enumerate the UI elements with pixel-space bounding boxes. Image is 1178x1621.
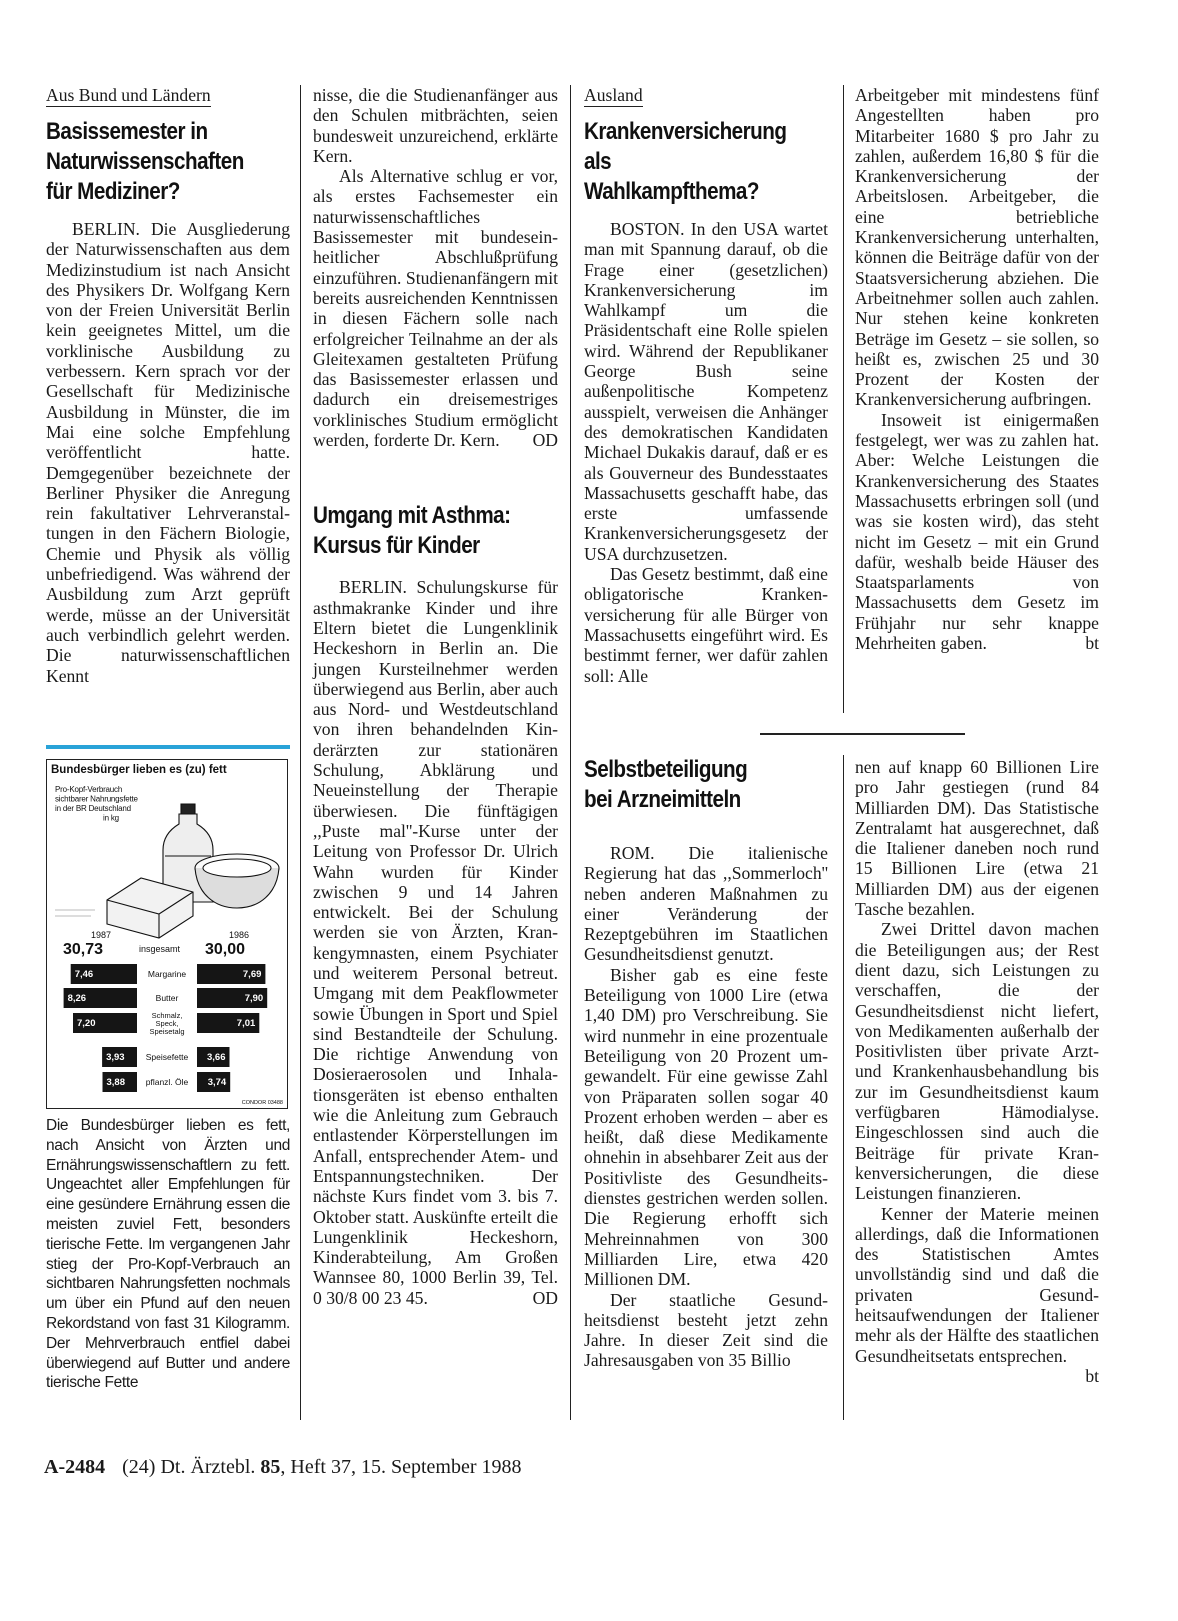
bar-value-1987: 7,20 [77, 1018, 96, 1029]
paragraph-text: Als Alternative schlug er vor, als erstes Fachsemester ein naturwissenschaftliches Basissemester mit bundeseinheitlicher Abschlußprüfung einzuführen. Studienanfängern mit bereits ausreichenden Kenntnissen in diesen Fächern solle nach erfolgreicher Teilnahme an der als Gleitexamen gestalteten Prüfung das Basissemester erlassen und dadurch ein dreisemestriges vorklinisches Studium ermöglicht werden, forderte Dr. Kern. [313, 166, 558, 451]
article-paragraph: Bisher gab es eine feste Beteiligung von 1000 Lire (etwa 1,40 DM) pro Verschreibung. Sie wird nunmehr in eine prozentuale Beteiligung von 20 Prozent umgewandelt. Für eine gewisse Zahl von Präparaten sollen sogar 40 Prozent erhoben werden – aber es heißt, daß diese Medikamente ohnehin in absehbarer Zeit aus der Positivliste des Gesundheitsdienstes gestrichen werden sollen. Die Regierung erhofft sich Mehreinnahmen von 300 Milliarden Lire, etwa 420 Millionen DM. [584, 964, 828, 1290]
column-4-lower [855, 757, 1099, 1386]
article-headline [46, 117, 289, 207]
chart-svg [47, 760, 287, 1108]
page-id: A-2484 [44, 1456, 106, 1478]
headline-line: Basissemester in [46, 118, 208, 145]
article-paragraph [855, 1203, 1099, 1386]
headline-line: Kursus für Kinder [313, 532, 480, 560]
headline-line: als [584, 148, 612, 175]
bar-value-1986: 3,74 [207, 1077, 227, 1088]
article-paragraph: BERLIN. Die Ausgliederung der Naturwissenschaften aus dem Medizinstudium ist nach Ansicht des Physikers Dr. Wolfgang Kern von der Freien Universität Berlin kein geeignetes Mittel, um die vorklinische Ausbildung zu verbessern. Kern sprach vor der Gesellschaft für Medizinische Ausbildung in Münster, die im Mai eine solche Empfehlung veröffentlicht hatte. Demgegenüber bezeichnete der Berliner Physiker die Anregung rein fakultativer Lehrveranstaltungen in den Fächern Biologie, Chemie und Physik als völlig unbefriedigend. Was während der Ausbildung zum Arzt geprüft werde, müsse an der Universität auch verbindlich gelehrt werden. Die naturwissenschaftlichen Kennt [46, 219, 290, 686]
article-separator [760, 733, 965, 735]
bar-value-1987: 3,93 [106, 1052, 125, 1063]
article-paragraph: nisse, die die Studienanfänger aus den Schulen mitbrächten, seien bundesweit unzureichend, erklärte Kern. [313, 85, 558, 166]
chart-credit: CONDOR 03488 [241, 1100, 283, 1106]
bar-value-1986: 7,01 [236, 1018, 256, 1029]
category-label: pflanzl. Öle [145, 1077, 189, 1087]
page-footer [44, 1455, 522, 1479]
article-headline [584, 755, 827, 815]
chart-caption: Die Bundesbürger lieben es fett, nach Ansicht von Ärzten und Ernährungswissenschaftlern zu fett. Ungeachtet aller Empfehlungen für eine gesündere Ernährung essen die meisten zuviel Fett, besonders tierische Fette. Im vergangenen Jahr stieg der Pro-Kopf-Verbrauch an sichtbaren Nahrungsfetten nochmals um über ein Pfund auf den neuen Rekordstand von fast 31 Kilogramm. Der Mehrverbrauch entfiel dabei überwiegend auf Butter und andere tierische Fette [46, 1117, 290, 1392]
bar-value-1986: 7,90 [244, 993, 264, 1004]
article-paragraph [855, 410, 1099, 654]
category-label: Butter [155, 993, 179, 1003]
headline-line: für Mediziner? [46, 178, 180, 205]
chart-subtitle-line: sichtbarer Nahrungsfette [55, 794, 138, 804]
column-rule [843, 755, 844, 1420]
accent-line [46, 745, 290, 749]
fat-products-illustration [55, 804, 279, 938]
headline-line: Krankenversicherung [584, 118, 787, 145]
category-label: Speck, [155, 1019, 179, 1028]
article-paragraph: ROM. Die italienische Regierung hat das ,,Sommerloch'' neben anderen Maßnahmen zu einer Veränderung der Rezeptgebühren im Staatlichen Gesundheitsdienst genutzt. [584, 843, 828, 965]
headline-line: bei Arzneimitteln [584, 786, 741, 813]
article-paragraph: BOSTON. In den USA wartet man mit Spannung darauf, ob die Frage einer (gesetzlichen) Krankenversicherung im Wahlkampf um die Präsidentschaft eine Rolle spielen wird. Während der Republikaner George Bush seine außenpolitische Kompetenz ausspielt, verweisen die Anhänger des demokratischen Kandidaten Michael Dukakis darauf, daß er es als Gouverneur des Bundesstaates Massachusetts geschafft habe, das erste umfassende Krankenversicherungsgesetz der USA durchzusetzen. [584, 219, 828, 564]
author-signature: bt [1085, 1365, 1099, 1386]
headline-line: Selbstbeteiligung [584, 756, 748, 783]
bar-value-1987: 8,26 [67, 993, 87, 1004]
chart-title: Bundesbürger lieben es (zu) fett [51, 764, 227, 776]
article-paragraph: Der staatliche Gesundheitsdienst besteht jetzt zehn Jahre. In dieser Zeit sind die Jahresausgaben von 35 Billio [584, 1289, 828, 1371]
author-signature: OD [532, 430, 558, 451]
category-label: Schmalz, [151, 1011, 183, 1020]
issue-info: , Heft 37, 15. September 1988 [280, 1456, 522, 1478]
article-headline [584, 117, 827, 207]
category-label: Margarine [147, 969, 187, 979]
column-2 [313, 85, 558, 1308]
author-signature: OD [532, 1287, 558, 1308]
page-number: (24) [122, 1456, 156, 1478]
fat-consumption-chart [46, 745, 290, 1110]
column-1 [46, 85, 290, 686]
journal-name: Dt. Ärztebl. [160, 1456, 256, 1478]
headline-line: Umgang mit Asthma: [313, 502, 511, 530]
bar-value-1986: 3,66 [207, 1052, 226, 1063]
total-1986: 30,00 [205, 941, 246, 958]
series-label-1986: 1986 [229, 930, 250, 940]
category-label: Speisetalg [149, 1027, 185, 1036]
volume-number: 85 [260, 1456, 281, 1478]
chart-frame [46, 759, 288, 1109]
paragraph-text: Kenner der Materie meinen allerdings, daß die Informationen des Statistischen Amtes unvollständig sind und daß die privaten Gesundheitsaufwendungen der Italiener mehr als der Hälfte des staatlichen Gesundheitsetats entsprechen. [855, 1203, 1099, 1366]
author-signature: bt [1085, 633, 1099, 654]
bar-value-1986: 7,69 [242, 969, 262, 980]
article-headline [313, 501, 557, 561]
column-3-lower [584, 755, 828, 1371]
column-4 [855, 85, 1099, 653]
section-rubric: Ausland [584, 85, 643, 105]
bar-value-1987: 3,88 [106, 1077, 125, 1088]
paragraph-text: BERLIN. Schulungskurse für asthmakranke Kinder und ihre Eltern bietet die Lungenklinik Heckeshorn in Berlin an. Die jungen Kursteilnehmer werden überwiegend aus Berlin, aber auch aus Nord- und Westdeutschland von ihren behandelnden Kinderärzten zur stationären Schulung, Abklärung und Neueinstellung der Therapie überwiesen. Die fünftägigen ,,Puste mal''-Kurse unter der Leitung von Professor Dr. Ulrich Wahn wurden für Kinder zwischen 9 und 14 Jahren entwickelt. Bei der Schulung werden sie von Ärzten, Krankengymnasten, einem Psychiater und weiterem Personal betreut. Umgang mit dem Peakflowmeter sowie Übungen in Sport und Spiel sind Bestandteile der Schulung. Die richtige Anwendung von Dosieraerosolen und Inhalationsgeräten ist ebenso enthalten wie die Anleitung zum Gebrauch entlastender Körperstellungen im Anfall, entsprechender Atem- und Entspannungstechniken. Der nächste Kurs findet vom 3. bis 7. Oktober statt. Auskünfte erteilt die Lungenklinik Heckeshorn, Kinderabteilung, Am Großen Wannsee 80, 1000 Berlin 39, Tel. 0 30/8 00 23 45. [313, 577, 558, 1308]
article-paragraph [313, 166, 558, 450]
article-paragraph: Arbeitgeber mit mindestens fünf Angestellten haben pro Mitarbeiter 1680 $ pro Jahr zu zahlen, außerdem 16,80 $ für die Krankenversicherung der Arbeitslosen. Arbeitgeber, die eine betriebliche Krankenversicherung unterhalten, können die Beiträge dafür von der Staatsversicherung abziehen. Die Arbeitnehmer sollen auch zahlen. Nur stehen keine konkreten Beträge im Gesetz – sie sollen, so heißt es, zwischen 25 und 30 Prozent der Kosten der Krankenversicherung aufbringen. [855, 85, 1099, 410]
column-rule [843, 85, 844, 713]
chart-subtitle-line: Pro-Kopf-Verbrauch [55, 785, 123, 794]
headline-line: Wahlkampfthema? [584, 178, 759, 205]
chart-subtitle-line: in der BR Deutschland [55, 804, 131, 813]
total-label: insgesamt [139, 944, 181, 954]
headline-line: Naturwissenschaften [46, 148, 244, 175]
article-paragraph: nen auf knapp 60 Billionen Lire pro Jahr gestiegen (rund 84 Milliarden DM). Das Statistische Zentralamt hat ausgerechnet, daß die Italiener daneben noch rund 15 Billionen Lire (etwa 21 Milliarden DM) aus der eigenen Tasche bezahlen. [855, 757, 1099, 920]
section-rubric: Aus Bund und Ländern [46, 85, 211, 105]
total-1987: 30,73 [63, 941, 104, 958]
column-rule [300, 85, 301, 1420]
paragraph-text: Insoweit ist einigermaßen festgelegt, wer was zu zahlen hat. Aber: Welche Leistungen die Krankenversicherung des Staates Massachusetts erbringen soll (und was sie kosten wird), das steht nicht im Gesetz – mit ein Grund dafür, weshalb beide Häuser des Staatsparlaments von Massachusetts dem Gesetz im Frühjahr nur sehr knappe Mehrheiten gaben. [855, 409, 1099, 654]
article-paragraph: Das Gesetz bestimmt, daß eine obligatorische Krankenversicherung für alle Bürger von Massachusetts eingeführt wird. Es bestimmt ferner, wer dafür zahlen soll: Alle [584, 564, 828, 686]
article-paragraph [313, 577, 558, 1308]
chart-subtitle-line: in kg [103, 813, 119, 823]
category-label: Speisefette [145, 1052, 189, 1062]
bar-value-1987: 7,46 [74, 969, 94, 980]
column-rule [570, 85, 571, 1420]
article-paragraph: Zwei Drittel davon machen die Beteiligungen aus; der Rest dient dazu, sich Leistungen zu verschaffen, die der Gesundheitsdienst nicht liefert, von Medikamenten außerhalb der Positivlisten über private Arzt- und Krankenhausbehandlung bis zur im Gesundheitsdienst kaum verfügbaren Hämodialyse. Eingeschlossen sind auch die Beiträge für private Krankenversicherungen, die diese Leistungen finanzieren. [855, 919, 1099, 1204]
series-label-1987: 1987 [91, 930, 112, 940]
chart-marks [51, 764, 283, 1106]
column-3 [584, 85, 828, 686]
